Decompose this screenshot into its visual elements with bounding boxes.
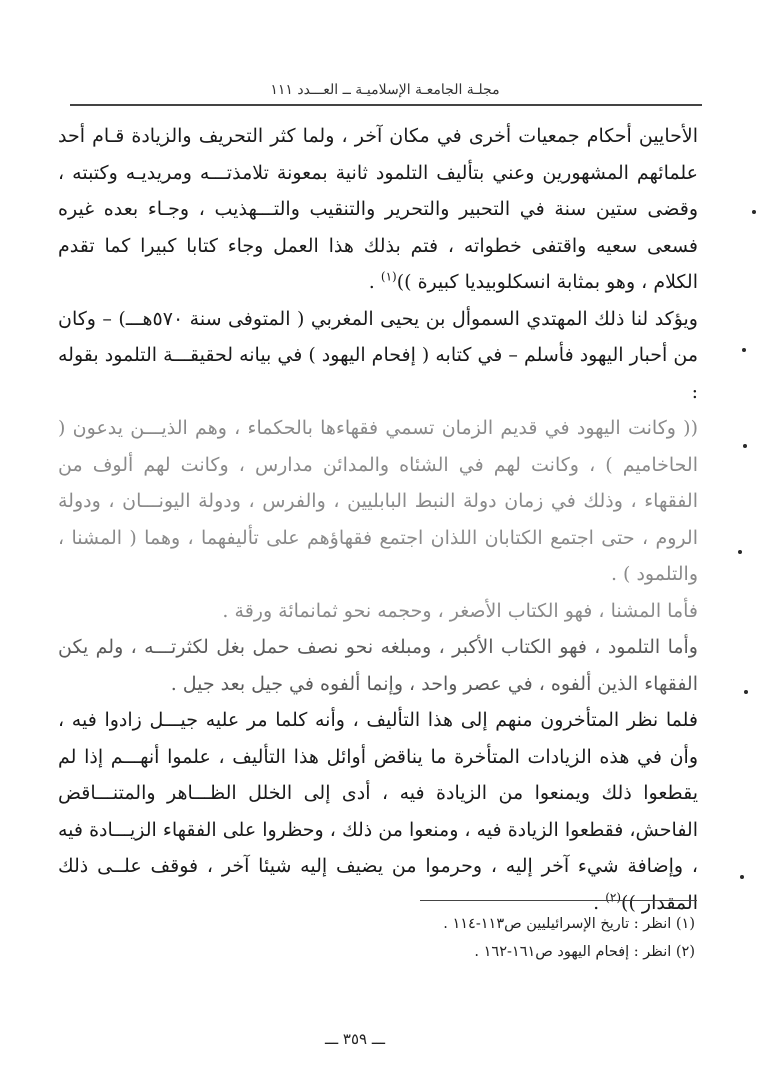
footnote-ref-2: (٢) xyxy=(605,890,622,905)
footnote-2: (٢) انظر : إفحام اليهود ص١٦١-١٦٢ . xyxy=(474,944,695,960)
margin-mark xyxy=(738,550,742,554)
body-text xyxy=(58,118,698,921)
quote-paragraph-4-text: فلما نظر المتأخرون منهم إلى هذا التأليف ، وأنه كلما مر عليه جيـــل زادوا فيه ، وأن في هذه الزيادات المتأخرة ما يناقض أوائل هذا التأليف ، علموا أنهـــم إذا لم يقطعوا ذلك ويمنعوا من الزيادة فيه ، أدى إلى الخلل الظـــاهر والمتنـــاقض الفاحش، فقطعوا الزيادة فيه ، ومنعوا من ذلك ، وحظروا على الفقهاء الزيـــادة فيه ، وإضافة شيء آخر إليه ، وحرموا من يضيف إليه شيئا آخر ، فوقف علــى ذلك المقدار )) xyxy=(58,709,698,914)
footnote-rule xyxy=(420,900,697,901)
margin-mark xyxy=(742,348,746,352)
margin-mark xyxy=(740,875,744,879)
quote-paragraph-1: (( وكانت اليهود في قديم الزمان تسمي فقهاءها بالحكماء ، وهم الذيـــن يدعون ( الحاخاميم ) ، وكانت لهم في الشئاه والمدائن مدارس ، وكانت لهم ألوف من الفقهاء ، وذلك في زمان دولة النبط البابليين ، والفرس ، ودولة اليونـــان ، ودولة الروم ، حتى اجتمع الكتابان اللذان اجتمع فقهاؤهم على تأليفهما ، وهما ( المشنا ، والتلمود ) . xyxy=(58,417,698,585)
quotation-block-continued xyxy=(58,629,698,702)
paragraph-1 xyxy=(58,118,698,301)
footnotes xyxy=(240,910,695,966)
page-number: ـــ ٣٥٩ ـــ xyxy=(324,1030,386,1048)
header-rule xyxy=(70,104,702,106)
margin-mark xyxy=(744,690,748,694)
footnote-1: (١) انظر : تاريخ الإسرائيليين ص١١٣-١١٤ . xyxy=(443,916,695,932)
margin-mark xyxy=(743,444,747,448)
quote-paragraph-2: فأما المشنا ، فهو الكتاب الأصغر ، وحجمه نحو ثمانمائة ورقة . xyxy=(222,599,698,622)
footnote-ref-1: (١) xyxy=(380,269,397,284)
paragraph-1-text: الأحايين أحكام جمعيات أخرى في مكان آخر ، ولما كثر التحريف والزيادة قـام أحد علمائهم المشهورين وعني بتأليف التلمود ثانية بمعونة تلامذتـــه ومريديـه وكتبته ، وقضى ستين سنة في التحبير والتحرير والتنقيب والتـــهذيب ، وجـاء بعده غيره فسعى سعيه واقتفى خطواته ، فتم بذلك هذا العمل وجاء كتابا كبيرا كما تقدم الكلام ، وهو بمثابة انسكلوبيديا كبيرة )) xyxy=(58,125,698,293)
quote-paragraph-4 xyxy=(58,702,698,921)
running-header: مجلـة الجامعـة الإسلاميـة ــ العـــدد ١١١ xyxy=(270,82,500,98)
quote-paragraph-4-end: . xyxy=(593,891,606,914)
quote-paragraph-3: وأما التلمود ، فهو الكتاب الأكبر ، ومبلغه نحو نصف حمل بغل لكثرتـــه ، ولم يكن الفقهاء الذين ألفوه ، في عصر واحد ، وإنما ألفوه في جيل بعد جيل . xyxy=(58,636,698,695)
paragraph-1-end: . xyxy=(368,271,381,293)
quotation-block xyxy=(58,410,698,629)
margin-mark xyxy=(752,210,756,214)
paragraph-2: ويؤكد لنا ذلك المهتدي السموأل بن يحيى المغربي ( المتوفى سنة ٥٧٠هـــ) – وكان من أحبار اليهود فأسلم – في كتابه ( إفحام اليهود ) في بيانه لحقيقـــة التلمود بقوله : xyxy=(58,307,698,403)
